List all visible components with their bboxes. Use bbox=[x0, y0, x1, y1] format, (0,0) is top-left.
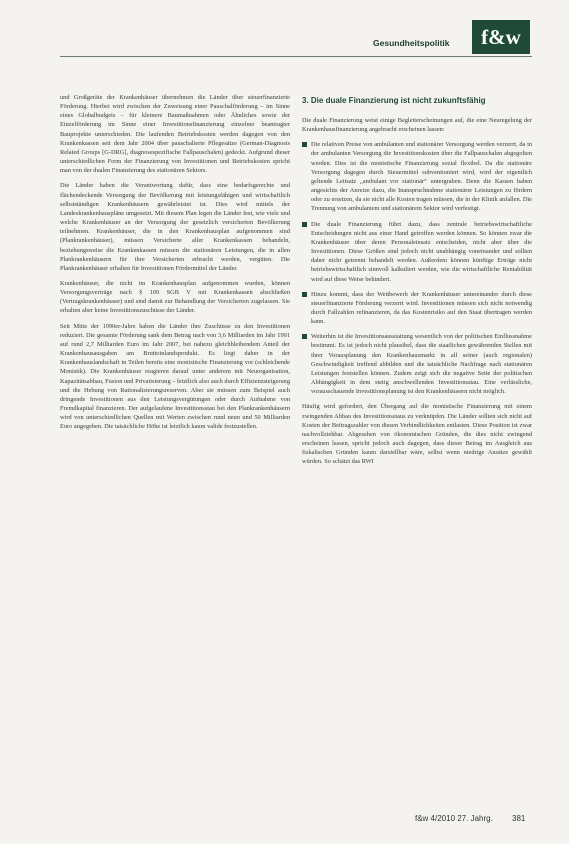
bullet-text: Die duale Finanzierung führt dazu, dass zentrale betriebswirtschaftliche Entscheidungen nicht aus einer Hand getroffen werden können. So können zwar die Krankenhäuser über deren Personaleinsatz entscheiden, nicht aber über die Investitionen. Diese Größen sind jedoch nicht unabhängig voneinander und sollten daher nicht getrennt behandelt werden. Außerdem können künftige Erträge nicht betriebswirtschaftlich sinnvoll kalkuliert werden, wie die wirtschaftliche Rentabilität wird auf diese Weise behindert. bbox=[311, 220, 532, 283]
paragraph: Die Länder haben die Verantwortung dafür, dass eine bedarfsgerechte und flächendeckende Versorgung der Bevölkerung mit leistungsfähigen und wirtschaftlich selbstständigen Krankenhäusern gewährleistet ist. Dies wird mittels der Landeskrankenhauspläne umgesetzt. Mit diesem Plan legen die Länder fest, wie viele und welche Krankenhäuser an der Versorgung der gesetzlich versicherten Bevölkerung teilnehmen. Krankenhäuser, die in den Krankenhausplan aufgenommen sind (Plankrankenhäuser), müssen Versicherte aller Krankenkassen behandeln, beziehungsweise die Krankenkassen müssen die stationären Leistungen, die in allen Plankrankenhäusern für ihre Versicherten erbracht werden, vergüten. Die Plankrankenhäuser erhalten für Investitionen Fördermittel der Länder. bbox=[60, 182, 290, 272]
bullet-square-icon bbox=[302, 142, 307, 147]
bullet-item bbox=[302, 220, 532, 284]
page-number: 381 bbox=[512, 814, 526, 823]
bullet-square-icon bbox=[302, 222, 307, 227]
paragraph: und Großgeräte der Krankenhäuser übernehmen die Länder über steuerfinanzierte Förderung. Hierbei wird zwischen der Zuweisung einer Pauschalförderung – im Sinne eines Globalbudgets – für kleinere Baumaßnahmen oder Ähnliches sowie der Einzelförderung im Sinne einer Investitionsfinanzierung einzelner beantragter Bauprojekte unterschieden. Die laufenden Betriebskosten werden dagegen von den Krankenkassen seit dem Jahr 2004 über pauschalierte Pflegesätze (German-Diagnosis Related Groups [G-DRG], diagnosespezifische Fallpauschalen) gedeckt. Aufgrund dieser unterschiedlichen Form der Finanzierung von Investitionen und Betriebskosten spricht man von der dualen Finanzierung des stationären Sektors. bbox=[60, 94, 290, 175]
brand-logo: f&w bbox=[472, 20, 530, 54]
bullet-text: Hinzu kommt, dass der Wettbewerb der Krankenhäuser untereinander durch diese steuerfinanzierte Förderung verzerrt wird. Investitionen müssen sich nicht notwendig durch Fallzahlen refinanzieren, da das Kostenrisiko auf den Staat übertragen werden kann. bbox=[311, 290, 532, 326]
section-heading: 3. Die duale Finanzierung ist nicht zukunftsfähig bbox=[302, 96, 486, 105]
bullet-text: Die relativen Preise von ambulanten und stationärer Versorgung werden verzerrt, da in der ambulanten Versorgung die Investitionskosten über die Fallpauschalen abgegolten werden. Dies ist die monistische Finanzierung sozial flexibel. Da die stationäre Versorgung dagegen durch Steuermittel subventioniert wird, wird der eigentlich geltende Leitsatz „ambulant vor stationär“ untergraben. Denn die Kassen haben angesichts der Anreize dazu, die Inanspruchnahme stationärer Leistungen zu fördern oder zu ersetzen, da sie nicht alle Kosten tragen müssen, die in der Klinik anfallen. Die Trennung von ambulantem und stationärem Sektor wird verfestigt. bbox=[311, 141, 532, 213]
bullet-text: Weiterhin ist die Investitionsausstattung wesentlich von der politischen Einflussnahme bestimmt. Es ist jedoch nicht plausibel, dass die staatlichen gewährenden Stellen mit ihrer Vorausplanung den Krankenhausmarkt in all seiner (auch regionalen) Geschwindigkeit treffend abbilden und die tatsächliche Nachfrage nach stationären Leistungen feststellen können. Zudem zeigt sich die negative Seite der politischen Abhängigkeit in dem stetig anschwellenden Investitionsstau. Eine verlässliche, vorausschauende Investitionsplanung ist den Krankenhäusern nicht möglich. bbox=[311, 333, 532, 396]
section-title: Gesundheitspolitik bbox=[373, 38, 450, 48]
left-column bbox=[60, 93, 290, 437]
bullet-item bbox=[302, 332, 532, 396]
header-divider bbox=[60, 56, 532, 57]
right-column bbox=[302, 96, 532, 472]
bullet-square-icon bbox=[302, 334, 307, 339]
paragraph: Seit Mitte der 1990er-Jahre haben die Länder ihre Zuschüsse zu den Investitionen reduziert. Die gesamte Förderung sank dem Betrag nach von 3,6 Milliarden im Jahr 1991 auf rund 2,7 Milliarden Euro im Jahr 2007, bei nahezu gleichbleibendem Anteil der Krankenhausausgaben am Bruttoinlandsprodukt. Es liegt daher in der Krankenhauslandschaft in Teilen bereits eine monistische Finanzierung vor (schleichende Monistik). Die Krankenhäuser reagieren darauf unter anderem mit Neuorganisation, Kapazitätsabbau, Fusion und Privatisierung – letztlich also auch durch Effizienzsteigerung und die Hebung von Rationalisierungsreserven. Aber sie müssen zum Beispiel auch dringende Investitionen aus den Leistungsvergütungen oder durch Aufnahme von Fremdkapital finanzieren. Der aufgelaufene Investitionsstau bei den Plankrankenhäusern wird von unterschiedlichen Quellen mit Werten zwischen rund neun und 50 Milliarden Euro angegeben. Die tatsächliche Höhe ist letztlich kaum valide festzustellen. bbox=[60, 322, 290, 431]
bullet-item bbox=[302, 290, 532, 327]
bullet-item bbox=[302, 140, 532, 213]
paragraph: Krankenhäuser, die nicht im Krankenhausplan aufgenommen wurden, können Versorgungsverträge nach § 109 SGB V mit Krankenkassen abschließen (Vertragskrankenhäuser) und sind damit zur Behandlung der Versicherten zugelassen. Sie erhalten aber keine Investitionszuschüsse der Länder. bbox=[60, 279, 290, 315]
issue-info: f&w 4/2010 27. Jahrg. bbox=[415, 814, 493, 823]
paragraph: Häufig wird gefordert, den Übergang auf die monistische Finanzierung mit einem zwingenden Abbau des Investitionsstaus zu verknüpfen. Die Länder sollten sich nicht auf Kosten der Beitragszahler von diesen Verbindlichkeiten entlasten. Diese Position ist zwar nachvollziehbar. Abgesehen von ökonomischen Gründen, die dies nicht zwingend erscheinen lassen, spricht jedoch auch dagegen, dass dieser Betrag im Ausgleich aus fiskalischen Gründen kaum darstellbar wäre, selbst wenn niedrige Ansätze gewählt würden. So schätzt das RWI bbox=[302, 403, 532, 466]
bullet-square-icon bbox=[302, 292, 307, 297]
paragraph: Die duale Finanzierung weist einige Begleiterscheinungen auf, die eine Neuregelung der Krankenhausfinanzierung angebracht erscheinen lassen: bbox=[302, 117, 532, 134]
